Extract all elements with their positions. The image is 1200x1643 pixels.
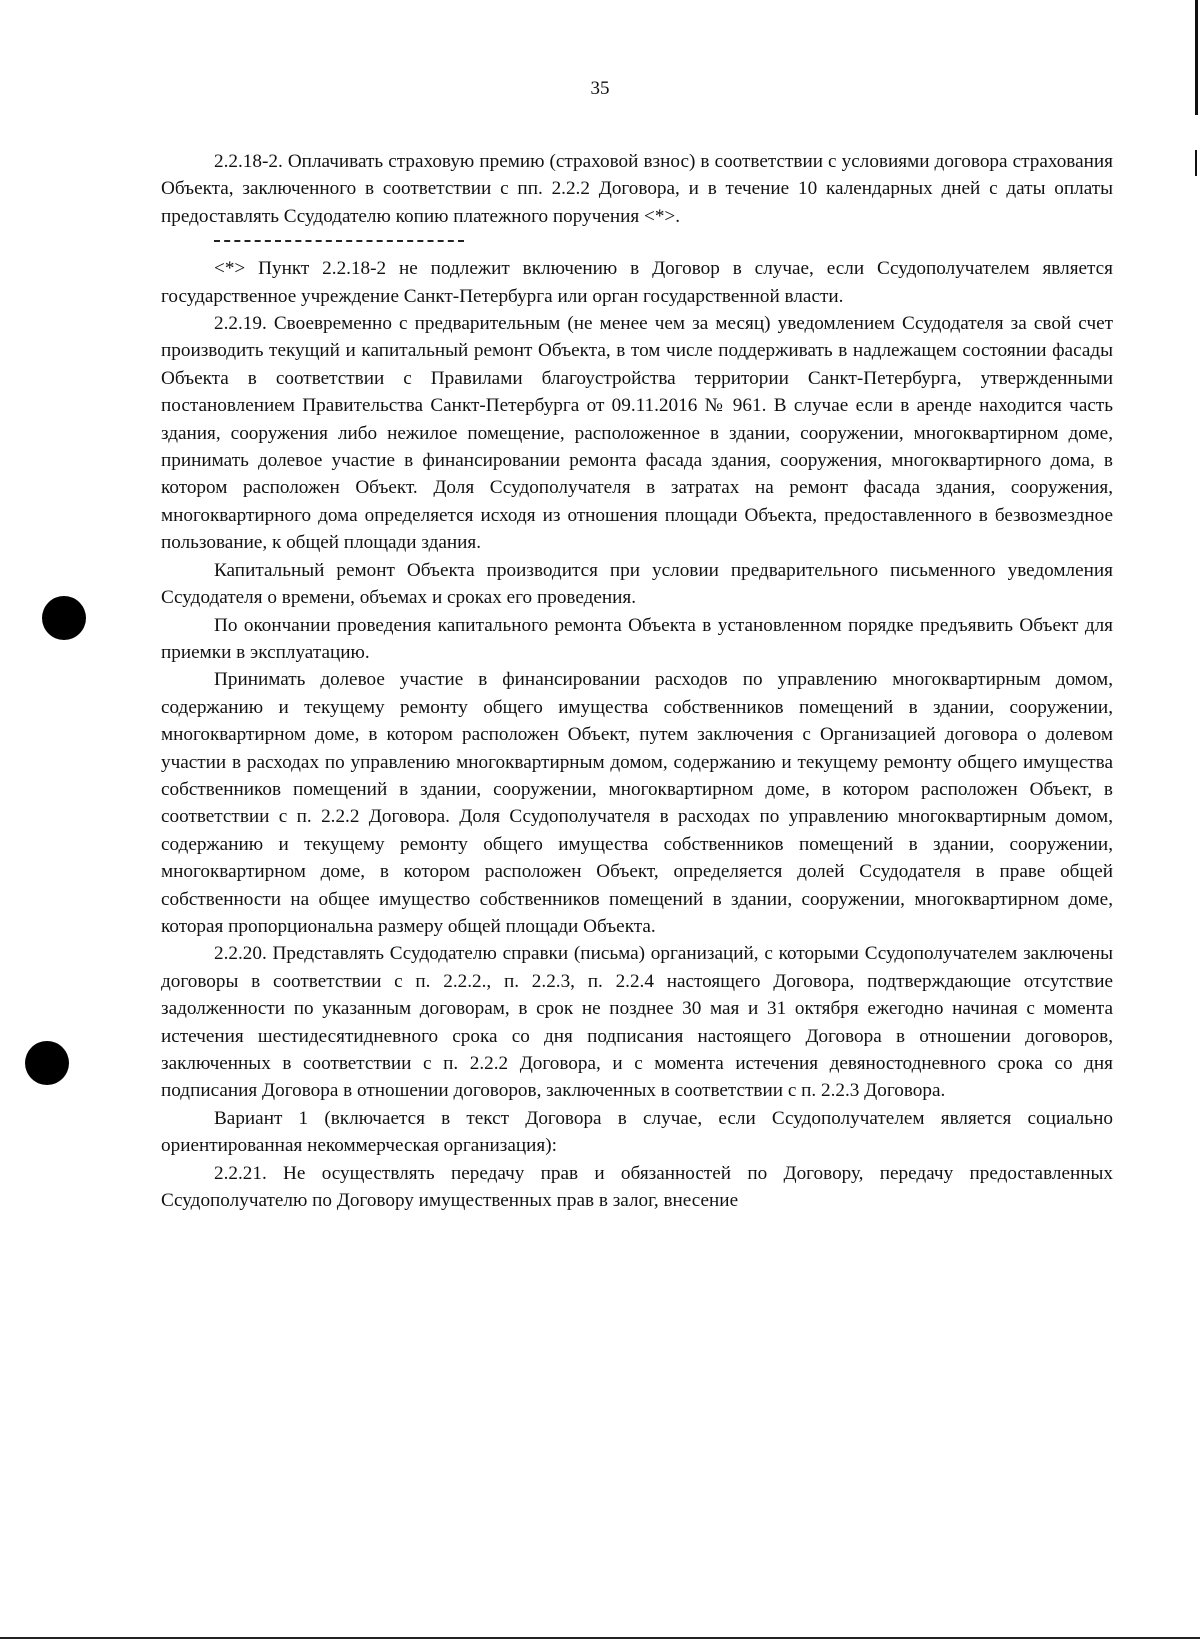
paragraph-capital-repair: Капитальный ремонт Объекта производится при условии предварительного письменного уведомления Ссудодателя о времени, объемах и сроках его проведения. xyxy=(161,559,1113,609)
binder-hole-top xyxy=(42,596,86,640)
paragraph-shared-expenses: Принимать долевое участие в финансировании расходов по управлению многоквартирным домом, содержанию и текущему ремонту общего имущества собственников помещений в здании, сооружении, многоквартирном доме, в котором расположен Объект, путем заключения с Организацией договора о долевом участии в расходах по управлению многоквартирным домом, содержанию и текущему ремонту общего имущества собственников помещений в здании, сооружении, многоквартирном доме, в котором расположен Объект, в соответствии с п. 2.2.2 Договора. Доля Ссудополучателя в расходах по управлению многоквартирным домом, содержанию и текущему ремонту общего имущества собственников помещений в здании, сооружении, многоквартирном доме, в котором расположен Объект, определяется долей Ссудодателя в праве общей собственности на общее имущество собственников помещений в здании, сооружении, многоквартирном доме, которая пропорциональна размеру общей площади Объекта. xyxy=(161,669,1113,937)
page-number: 35 xyxy=(590,78,610,99)
paragraph-repair-completion: По окончании проведения капитального ремонта Объекта в установленном порядке предъявить Объект для приемки в эксплуатацию. xyxy=(161,614,1113,663)
paragraph-variant-1: Вариант 1 (включается в текст Договора в случае, если Ссудополучателем является социально ориентированная некоммерческая организация): xyxy=(161,1107,1113,1157)
scan-edge-top xyxy=(1195,0,1198,115)
footnote: <*> Пункт 2.2.18-2 не подлежит включению в Договор в случае, если Ссудополучателем является государственное учреждение Санкт-Петербурга или орган государственной власти. xyxy=(161,258,1113,307)
paragraph-2-2-20: 2.2.20. Представлять Ссудодателю справки (письма) организаций, с которыми Ссудополучателем заключены договоры в соответствии с п. 2.2.2., п. 2.2.3, п. 2.2.4 настоящего Договора, подтверждающие отсутствие задолженности по указанным договорам, в срок не позднее 30 мая и 31 октября ежегодно начиная с момента истечения шестидесятидневного срока со дня подписания настоящего Договора в отношении договоров, заключенных в соответствии с п. 2.2.2 Договора, и с момента истечения девяностодневного срока со дня подписания Договора в отношении договоров, заключенных в соответствии с п. 2.2.3 Договора. xyxy=(161,943,1113,1102)
paragraph-2-2-19: 2.2.19. Своевременно с предварительным (не менее чем за месяц) уведомлением Ссудодателя за свой счет производить текущий и капитальный ремонт Объекта, в том числе поддерживать в надлежащем состоянии фасады Объекта в соответствии с Правилами благоустройства территории Санкт-Петербурга, утвержденными постановлением Правительства Санкт-Петербурга от 09.11.2016 № 961. В случае если в аренде находится часть здания, сооружения либо нежилое помещение, расположенное в здании, сооружении, многоквартирном доме, принимать долевое участие в финансировании ремонта фасада здания, сооружения, многоквартирного дома, в котором расположен Объект. Доля Ссудополучателя в затратах на ремонт фасада здания, сооружения, многоквартирного дома определяется исходя из отношения площади Объекта, предоставленного в безвозмездное пользование, к общей площади здания. xyxy=(161,313,1113,554)
footnote-separator xyxy=(214,240,464,242)
scan-edge-bottom xyxy=(0,1637,1200,1639)
document-body xyxy=(161,148,1113,1214)
paragraph-2-2-18-2: 2.2.18-2. Оплачивать страховую премию (страховой взнос) в соответствии с условиями договора страхования Объекта, заключенного в соответствии с пп. 2.2.2 Договора, и в течение 10 календарных дней с даты оплаты предоставлять Ссудодателю копию платежного поручения <*>. xyxy=(161,151,1113,227)
paragraph-2-2-21: 2.2.21. Не осуществлять передачу прав и обязанностей по Договору, передачу предоставленных Ссудополучателю по Договору имущественных прав в залог, внесение xyxy=(161,1162,1113,1212)
scan-edge-mark xyxy=(1195,150,1197,176)
binder-hole-bottom xyxy=(25,1041,69,1085)
